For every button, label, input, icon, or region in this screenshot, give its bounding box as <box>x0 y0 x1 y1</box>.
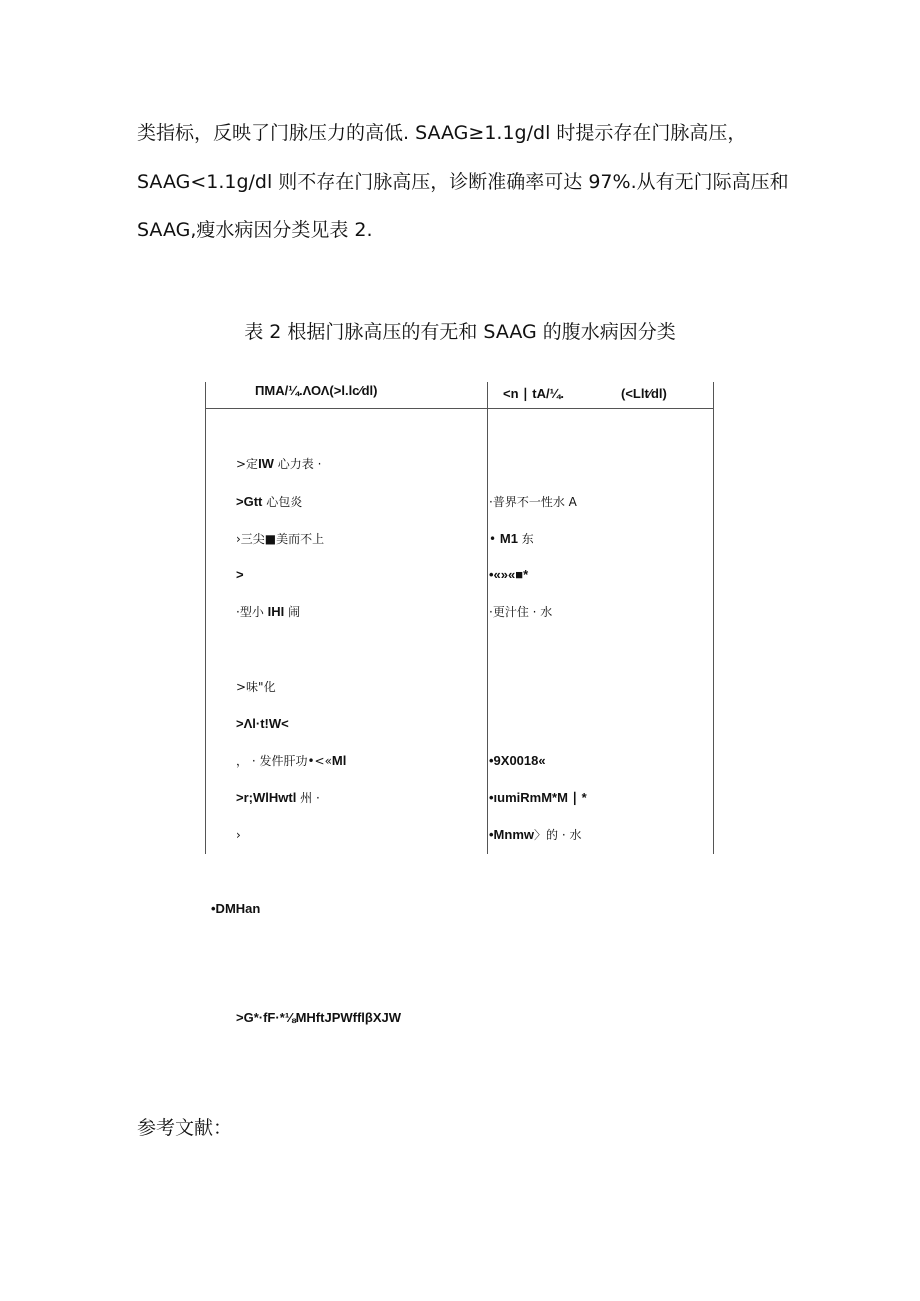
left-cell: >r;WlHwtl 州 · <box>236 790 320 805</box>
right-cell: •«»«■* <box>489 567 529 582</box>
left-cell: > <box>236 567 244 582</box>
table-right-border <box>713 382 714 854</box>
right-cell: ·普界不一性水 A <box>489 495 577 509</box>
table-header-rule <box>205 408 714 409</box>
left-cell: >Gtt 心包炎 <box>236 494 303 509</box>
header-right-a: <n ∣ tA/¼. <box>503 386 565 401</box>
table-note-2: >G*·fF·*⅛MHftJPWfflβXJW <box>236 1010 402 1025</box>
paragraph-line-2: SAAG<1.1g/dl 则不存在门脉高压，诊断准确率可达 97%.从有无门际高压和 <box>137 171 789 193</box>
references-heading: 参考文献： <box>137 1117 233 1139</box>
left-cell: ›三尖■美而不上 <box>236 532 325 546</box>
left-cell: >味"化 <box>236 680 276 694</box>
right-cell: • M1 东 <box>489 531 534 546</box>
paragraph-line-1: 类指标，反映了门脉压力的高低. SAAG≥1.1g/dl 时提示存在门脉高压， <box>137 122 747 144</box>
left-cell: ·型小 IHI 闹 <box>236 604 301 619</box>
left-cell: ， · 发件肝功•<«Ml <box>236 753 347 768</box>
table-note-1: •DMHan <box>211 901 261 916</box>
right-cell: •9X0018« <box>489 753 546 768</box>
table-middle-divider <box>487 382 488 854</box>
left-cell: >Λl·t!W< <box>236 716 289 731</box>
table-caption: 表 2 根据门脉高压的有无和 SAAG 的腹水病因分类 <box>244 321 676 343</box>
left-cell: >定IW 心力表 · <box>236 456 322 471</box>
right-cell: •ıumiRmM*M ∣ * <box>489 790 587 805</box>
paragraph-line-3: SAAG,瘦水病因分类见表 2. <box>137 219 373 241</box>
right-cell: •Mnmw〉的 · 水 <box>489 827 582 842</box>
right-cell: ·更汁住 · 水 <box>489 605 553 619</box>
table-left-border <box>205 382 206 854</box>
header-right-b: (<Llt∕dl) <box>621 386 667 401</box>
left-cell: › <box>236 828 241 842</box>
header-left: ΠΜΑ/¼.ΛΟΛ(>l.lc∕dl) <box>255 383 378 398</box>
